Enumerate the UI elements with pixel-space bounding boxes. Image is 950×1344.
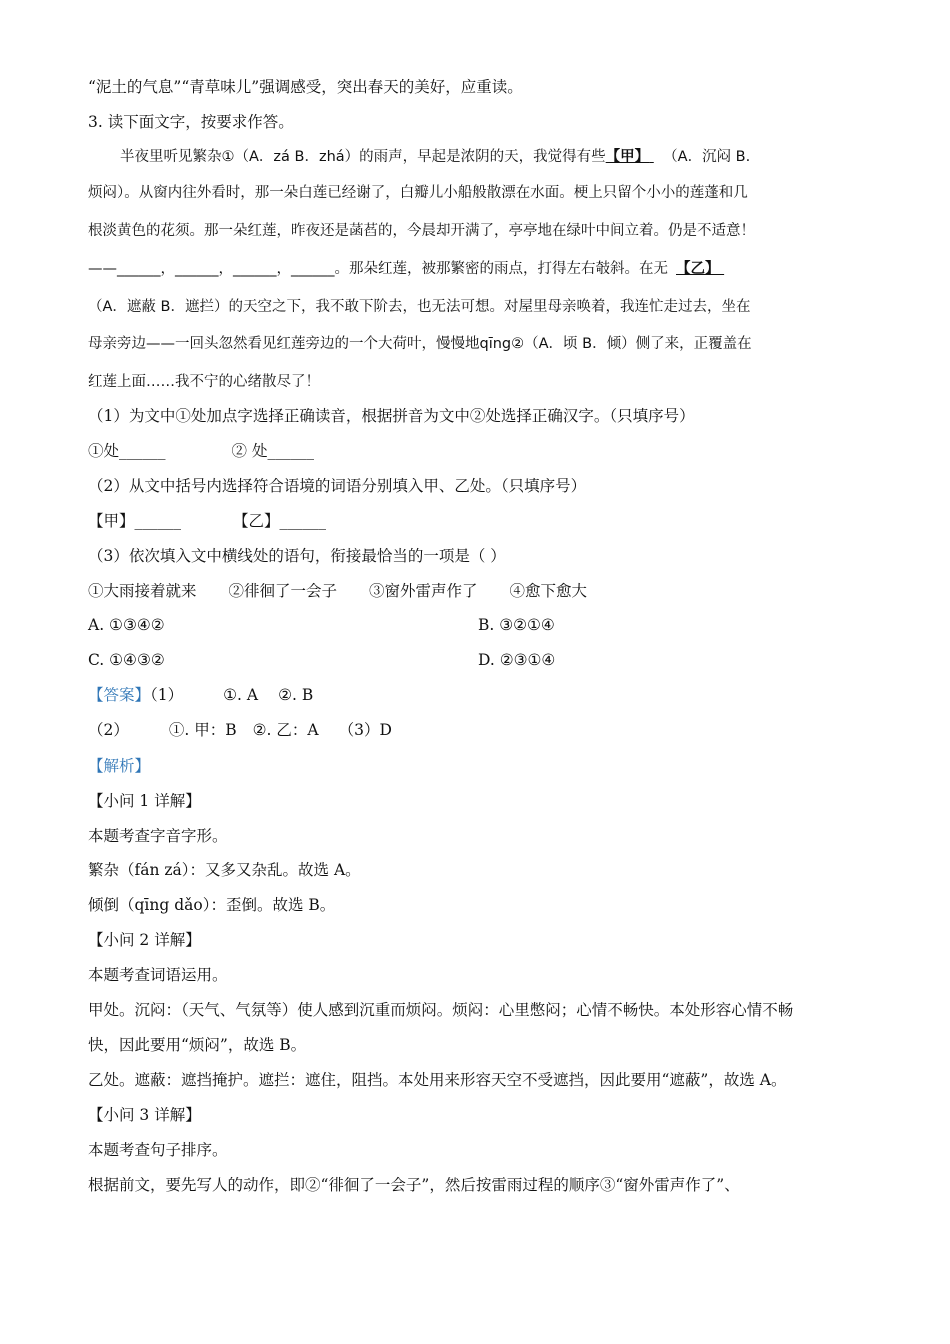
q3-line: 本题考查句子排序。 <box>88 1141 228 1159</box>
option-d: D. ②③①④ <box>478 651 556 669</box>
sub2-blank-jia: 【甲】______ <box>88 512 182 530</box>
sub1-blanks <box>88 440 314 462</box>
answer-line-1 <box>88 684 313 706</box>
sub1-blank-2: ② 处______ <box>231 442 314 460</box>
q2-line: 快，因此要用“烦闷”，故选 B。 <box>88 1036 307 1054</box>
sub1-prompt: （1）为文中①处加点字选择正确读音，根据拼音为文中②处选择正确汉字。（只填序号） <box>88 407 695 425</box>
intro-line: “泥土的气息”“青草味儿”强调感受，突出春天的美好，应重读。 <box>88 78 523 96</box>
passage-line-7: 红莲上面……我不宁的心绪散尽了！ <box>88 374 320 390</box>
passage-line-3: 根淡黄色的花须。那一朵红莲，昨夜还是菡萏的，今晨却开满了，亭亭地在绿叶中间立着。仍是不适意！ <box>88 223 755 239</box>
q1-heading: 【小问 1 详解】 <box>88 792 201 810</box>
q1-line: 繁杂（fán zá）：又多又杂乱。故选 A。 <box>88 861 361 879</box>
answer-value: （3）D <box>338 721 392 739</box>
q1-line: 倾倒（qīng dǎo）：歪倒。故选 B。 <box>88 896 336 914</box>
blank-underline <box>720 258 732 280</box>
passage-line-1 <box>120 146 750 168</box>
blank-yi-marker: 【乙】 <box>676 261 720 277</box>
answer-value: ①. 甲：B <box>168 721 237 739</box>
answer-value: ②. 乙：A <box>252 721 319 739</box>
answer-part: （2） <box>88 721 129 739</box>
blank-underline <box>649 146 663 168</box>
q2-line: 本题考查词语运用。 <box>88 966 228 984</box>
option-a: A. ①③④② <box>88 616 165 634</box>
q2-line: 甲处。沉闷：（天气、气氛等）使人感到沉重而烦闷。烦闷：心里憋闷；心情不畅快。本处形容心情不畅 <box>88 1001 794 1019</box>
sub3-prompt: （3）依次填入文中横线处的语句，衔接最恰当的一项是（ ） <box>88 547 506 565</box>
passage-text: 半夜里听见繁杂①（A．zá B．zhá）的雨声，早起是浓阴的天，我觉得有些 <box>120 149 606 165</box>
answer-value: ①. A <box>223 686 259 704</box>
blank-jia-marker: 【甲】 <box>605 149 650 165</box>
passage-line-5: （A．遮蔽 B．遮拦）的天空之下，我不敢下阶去，也无法可想。对屋里母亲唤着，我连忙走过去，坐在 <box>88 299 751 315</box>
sub3-item: ④愈下愈大 <box>509 582 588 600</box>
passage-text: ——______，______，______，______。那朵红莲，被那繁密的雨点，打得左右攲斜。在无 <box>88 261 668 277</box>
answer-line-2 <box>88 719 392 741</box>
sub3-item: ②徘徊了一会子 <box>228 582 338 600</box>
option-c: C. ①④③② <box>88 651 165 669</box>
sub2-blanks <box>88 510 326 532</box>
q2-line: 乙处。遮蔽：遮挡掩护。遮拦：遮住，阻挡。本处用来形容天空不受遮挡，因此要用“遮蔽”，故选 A。 <box>88 1071 787 1089</box>
passage-line-4 <box>88 258 732 280</box>
analysis-tag: 【解析】 <box>88 757 151 775</box>
option-b: B. ③②①④ <box>478 616 555 634</box>
q1-line: 本题考查字音字形。 <box>88 827 228 845</box>
answer-part: （1） <box>150 686 184 704</box>
answer-value: ②. B <box>278 686 314 704</box>
q3-line: 根据前文，要先写人的动作，即②“徘徊了一会子”，然后按雷雨过程的顺序③“窗外雷声作了”、 <box>88 1176 740 1194</box>
answer-tag: 【答案】 <box>88 686 151 704</box>
sub2-prompt: （2）从文中括号内选择符合语境的词语分别填入甲、乙处。（只填序号） <box>88 477 587 495</box>
q2-heading: 【小问 2 详解】 <box>88 931 201 949</box>
question-title: 3. 读下面文字，按要求作答。 <box>88 113 294 131</box>
q3-heading: 【小问 3 详解】 <box>88 1106 201 1124</box>
sub3-item: ③窗外雷声作了 <box>369 582 478 600</box>
sub3-item: ①大雨接着就来 <box>88 582 197 600</box>
sub2-blank-yi: 【乙】______ <box>233 512 327 530</box>
passage-text: （A．沉闷 B. <box>663 149 751 165</box>
passage-line-6: 母亲旁边——一回头忽然看见红莲旁边的一个大荷叶，慢慢地qīng②（A．顷 B．倾）侧了来，正覆盖在 <box>88 336 752 352</box>
sub3-items <box>88 580 587 602</box>
sub1-blank-1: ①处______ <box>88 442 166 460</box>
passage-line-2: 烦闷）。从窗内往外看时，那一朵白莲已经谢了，白瓣儿小船般散漂在水面。梗上只留个小小的莲蓬和几 <box>88 185 748 201</box>
